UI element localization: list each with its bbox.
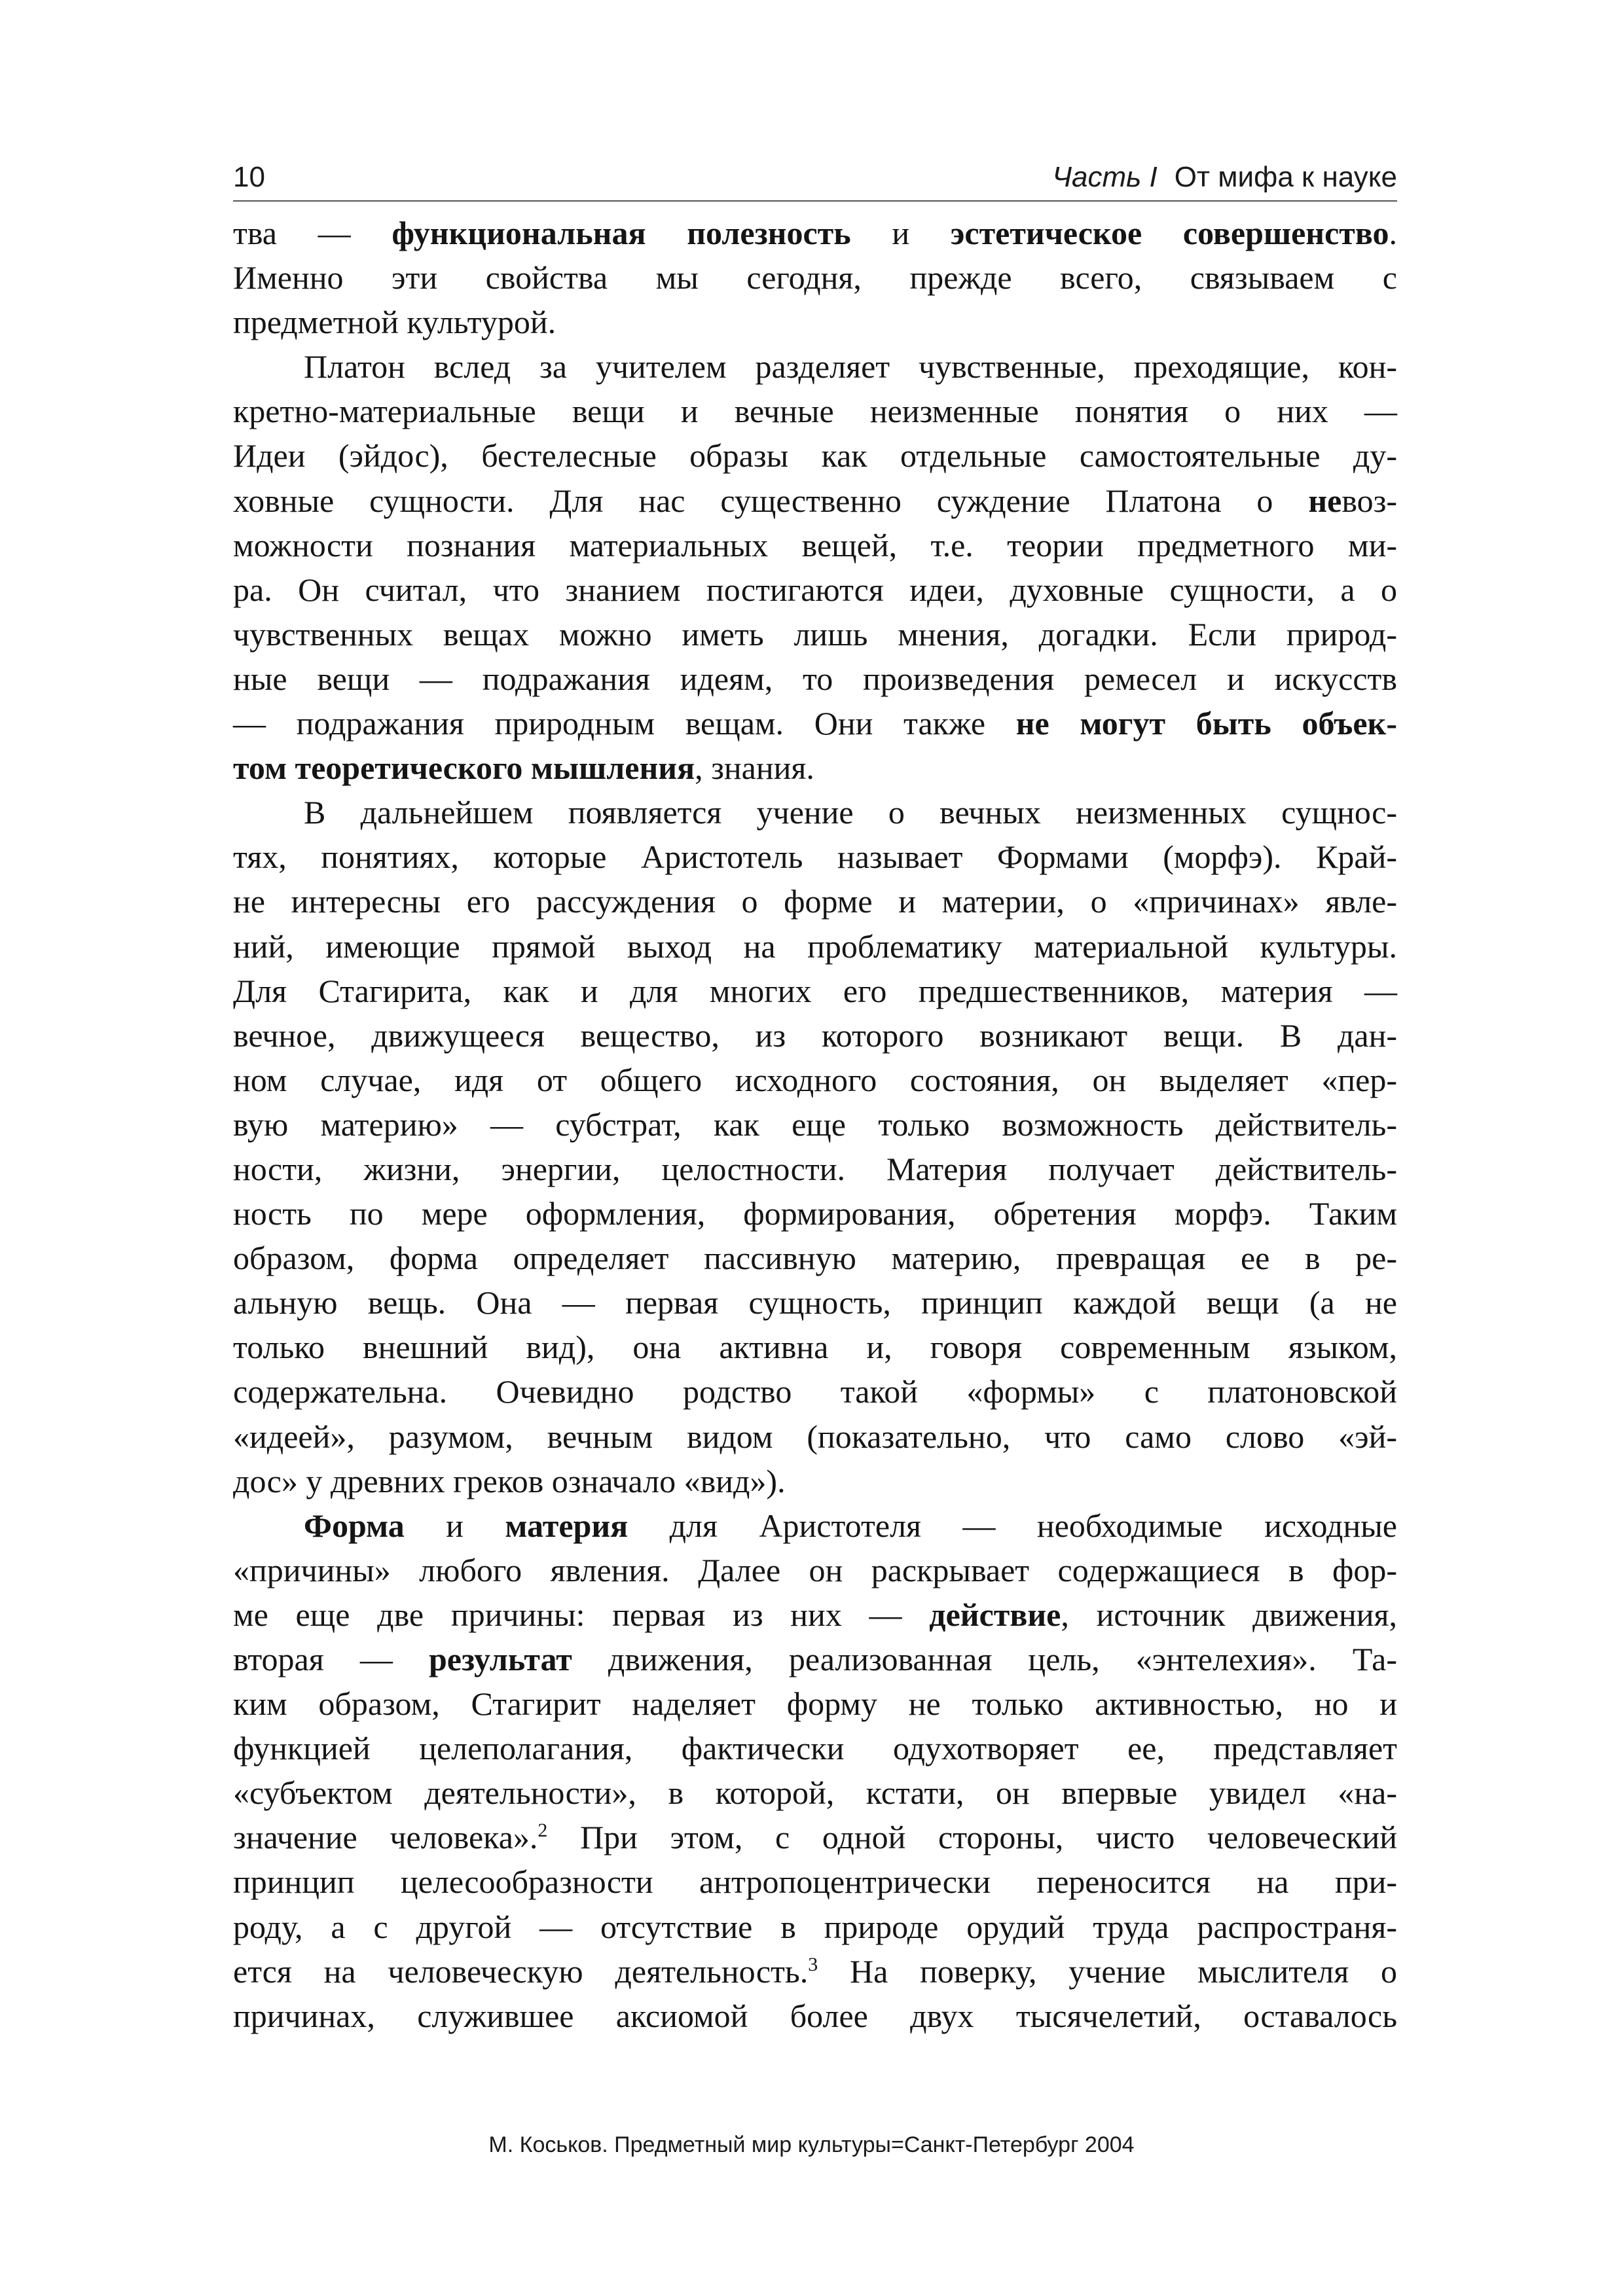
text-line: причинах, служившее аксиомой более двух тысячелетий, оставалось	[233, 1997, 1397, 2034]
text-line: функцией целеполагания, фактически одухотворяет ее, представляет	[233, 1730, 1397, 1767]
text-line: образом, форма определяет пассивную материю, превращая ее в ре-	[233, 1240, 1397, 1277]
text-line: роду, а с другой — отсутствие в природе орудий труда распространя-	[233, 1908, 1397, 1945]
part-label: Часть I	[1052, 161, 1158, 193]
text-line: вечное, движущееся вещество, из которого возникают вещи. В дан-	[233, 1016, 1397, 1054]
text-line: ний, имеющие прямой выход на проблематику материальной культуры.	[233, 927, 1397, 965]
text-line: «идеей», разумом, вечным видом (показательно, что само слово «эй-	[233, 1418, 1397, 1455]
text-line: «причины» любого явления. Далее он раскрывает содержащиеся в фор-	[233, 1551, 1397, 1588]
text-line: Для Стагирита, как и для многих его предшественников, материя —	[233, 972, 1397, 1009]
text-line: ховные сущности. Для нас существенно суждение Платона о невоз-	[233, 482, 1397, 519]
text-line: ким образом, Стагирит наделяет форму не только активностью, но и	[233, 1685, 1397, 1723]
text-line: дос» у древних греков означало «вид»).	[233, 1462, 786, 1499]
text-line: ме еще две причины: первая из них — действие, источник движения,	[233, 1596, 1398, 1633]
text-line: чувственных вещах можно иметь лишь мнения, догадки. Если природ-	[233, 615, 1397, 653]
chapter-title: От мифа к науке	[1174, 161, 1397, 193]
page-number: 10	[233, 161, 265, 193]
text-line: тях, понятиях, которые Аристотель называет Формами (морфэ). Край-	[233, 838, 1397, 876]
text-line: принцип целесообразности антропоцентрически переносится на при-	[233, 1863, 1397, 1901]
text-line: «субъектом деятельности», в которой, кстати, он впервые увидел «на-	[233, 1774, 1397, 1812]
text-line: ра. Он считал, что знанием постигаются идеи, духовные сущности, а о	[233, 571, 1397, 608]
page-footer: М. Коськов. Предметный мир культуры=Санкт-Петербург 2004	[488, 2132, 1135, 2157]
header-rule	[233, 200, 1397, 202]
text-line: кретно-материальные вещи и вечные неизменные понятия о них —	[233, 393, 1397, 430]
text-line: ные вещи — подражания идеям, то произведения ремесел и искусств	[233, 660, 1397, 697]
text-line: предметной культурой.	[233, 304, 556, 341]
text-line: — подражания природным вещам. Они также не могут быть объек-	[233, 705, 1398, 742]
text-line: тва — функциональная полезность и эстетическое совершенство.	[233, 215, 1397, 251]
text-line: ность по мере оформления, формирования, обретения морфэ. Таким	[233, 1195, 1397, 1232]
text-line: ном случае, идя от общего исходного состояния, он выделяет «пер-	[233, 1061, 1397, 1098]
text-line: альную вещь. Она — первая сущность, принцип каждой вещи (а не	[233, 1284, 1397, 1321]
text-line: ется на человеческую деятельность.$^3$ На поверку, учение мыслителя о	[233, 1952, 1397, 1990]
text-line: В дальнейшем появляется учение о вечных неизменных сущнос-	[304, 794, 1397, 831]
text-line: не интересны его рассуждения о форме и материи, о «причинах» явле-	[233, 883, 1397, 920]
text-line: вторая — результат движения, реализованная цель, «энтелехия». Та-	[233, 1641, 1397, 1677]
running-header	[233, 154, 1397, 200]
text-line: вую материю» — субстрат, как еще только возможность действитель-	[233, 1105, 1397, 1143]
text-line: можности познания материальных вещей, т.е. теории предметного ми-	[233, 526, 1397, 564]
text-line: значение человека».$^2$ При этом, с одной стороны, чисто человеческий	[233, 1819, 1397, 1856]
text-line: только внешний вид), она активна и, говоря современным языком,	[233, 1329, 1397, 1366]
text-line: содержательна. Очевидно родство такой «формы» с платоновской	[233, 1373, 1397, 1410]
text-line: Идеи (эйдос), бестелесные образы как отдельные самостоятельные ду-	[233, 437, 1397, 475]
text-line: Именно эти свойства мы сегодня, прежде всего, связываем с	[233, 259, 1397, 296]
text-line: Платон вслед за учителем разделяет чувственные, преходящие, кон-	[304, 348, 1397, 386]
text-line: Форма и материя для Аристотеля — необходимые исходные	[304, 1507, 1397, 1544]
running-head	[1052, 161, 1397, 194]
text-line: ности, жизни, энергии, целостности. Материя получает действитель-	[233, 1150, 1397, 1187]
text-line: том теоретического мышления, знания.	[233, 749, 814, 787]
body-text	[233, 211, 1397, 2038]
